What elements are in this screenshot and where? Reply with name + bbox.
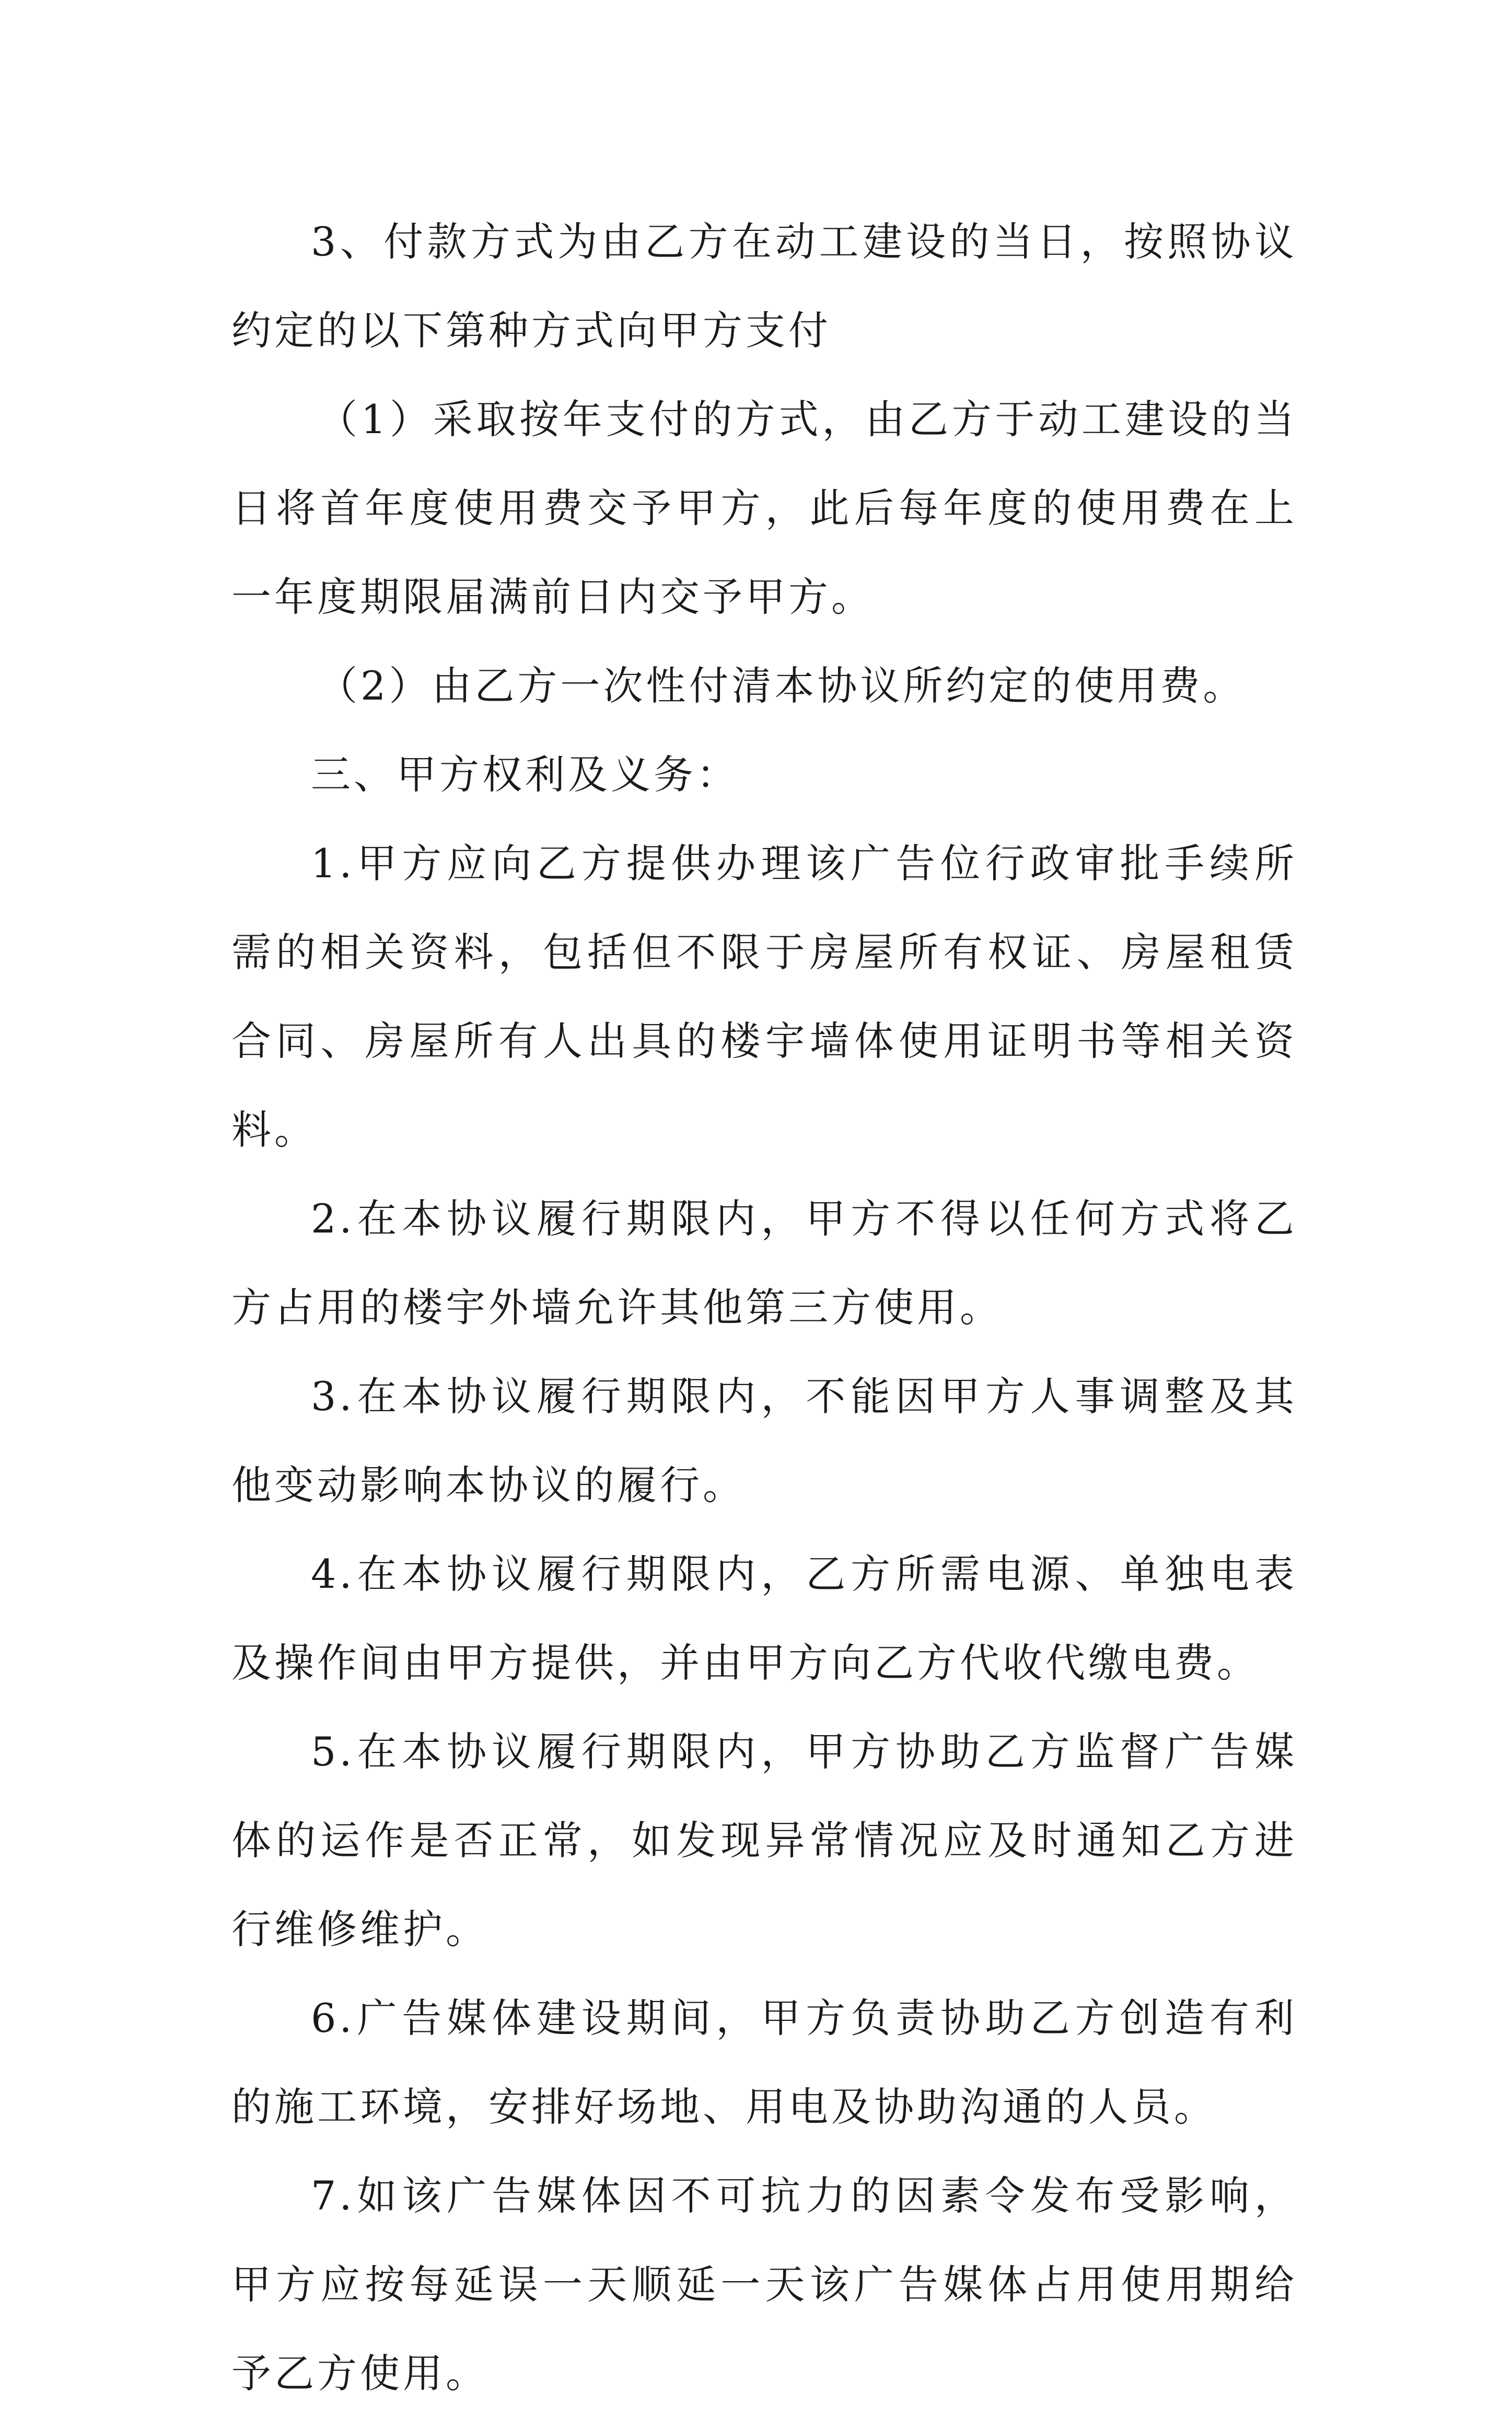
section-heading-party-a-rights: 三、甲方权利及义务： bbox=[311, 751, 739, 798]
document-body bbox=[231, 197, 1297, 2418]
paragraph-clause-2: 2.在本协议履行期限内，甲方不得以任何方式将乙方占用的楼宇外墙允许其他第三方使用。 bbox=[231, 1195, 1297, 1331]
paragraph-clause-6: 6.广告媒体建设期间，甲方负责协助乙方创造有利的施工环境，安排好场地、用电及协助沟通的人员。 bbox=[231, 1995, 1297, 2130]
paragraph-clause-3: 3.在本协议履行期限内，不能因甲方人事调整及其他变动影响本协议的履行。 bbox=[231, 1373, 1297, 1508]
paragraph-annual-payment: （1）采取按年支付的方式，由乙方于动工建设的当日将首年度使用费交予甲方，此后每年度的使用费在上一年度期限届满前日内交予甲方。 bbox=[231, 396, 1297, 620]
paragraph-lump-sum-payment: （2）由乙方一次性付清本协议所约定的使用费。 bbox=[318, 662, 1246, 709]
paragraph-clause-7: 7.如该广告媒体因不可抗力的因素令发布受影响，甲方应按每延误一天顺延一天该广告媒体占用使用期给予乙方使用。 bbox=[231, 2172, 1297, 2397]
paragraph-clause-1: 1.甲方应向乙方提供办理该广告位行政审批手续所需的相关资料，包括但不限于房屋所有权证、房屋租赁合同、房屋所有人出具的楼宇墙体使用证明书等相关资料。 bbox=[231, 840, 1297, 1153]
paragraph-clause-4: 4.在本协议履行期限内，乙方所需电源、单独电表及操作间由甲方提供，并由甲方向乙方代收代缴电费。 bbox=[231, 1551, 1297, 1686]
paragraph-payment-method: 3、付款方式为由乙方在动工建设的当日，按照协议约定的以下第种方式向甲方支付 bbox=[231, 218, 1297, 354]
paragraph-clause-5: 5.在本协议履行期限内，甲方协助乙方监督广告媒体的运作是否正常，如发现异常情况应及时通知乙方进行维修维护。 bbox=[231, 1728, 1297, 1952]
